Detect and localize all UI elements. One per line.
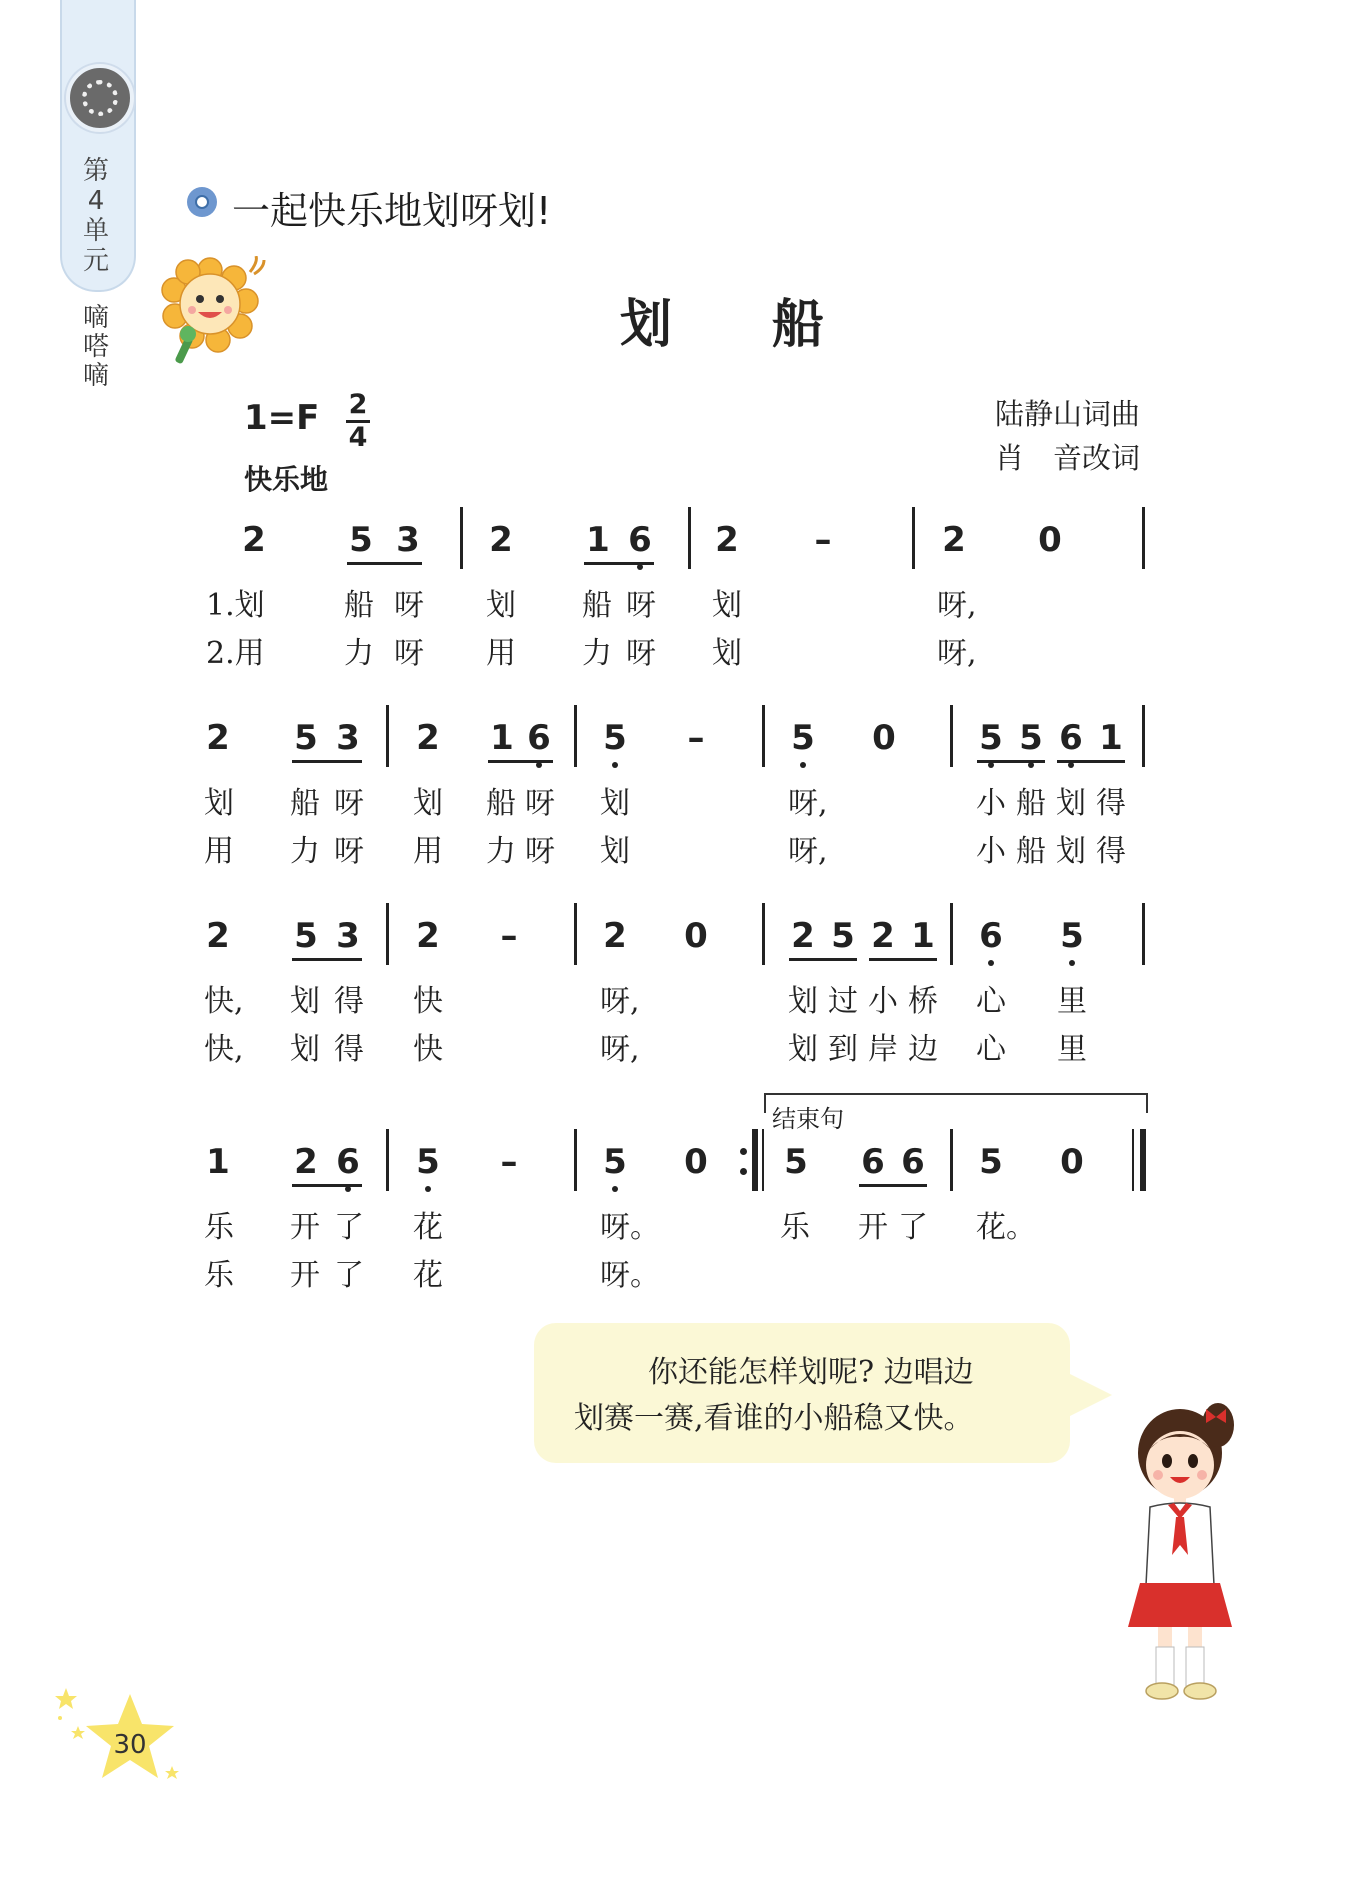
note: 1 — [586, 520, 610, 560]
song-title: 划船 — [620, 295, 925, 355]
repeat-bar-thick — [752, 1129, 758, 1191]
lyric: 快, — [204, 1032, 244, 1067]
note: 2 — [206, 916, 230, 956]
bar-line — [950, 1129, 953, 1191]
note: 2 — [715, 520, 739, 560]
note: 6 — [626, 520, 654, 560]
key-signature: 1=F — [244, 398, 320, 438]
note: 5 — [601, 718, 629, 758]
bar-line — [574, 903, 577, 965]
note: 5 — [349, 520, 373, 560]
sunflower-mascot-icon — [160, 256, 270, 372]
note: – — [687, 718, 705, 758]
lyric: 1.划 — [206, 588, 265, 623]
page-number: 30 — [113, 1730, 147, 1760]
lyric: 得 — [1096, 786, 1126, 821]
lyric: 边 — [908, 1032, 938, 1067]
beam — [1057, 760, 1125, 763]
lyric: 快 — [413, 1032, 443, 1067]
lyric: 船 — [582, 588, 612, 623]
note: 0 — [872, 718, 896, 758]
lyric: 船 — [486, 786, 516, 821]
note: – — [500, 1142, 518, 1182]
beam — [292, 760, 362, 763]
lyric: 船 — [1016, 786, 1046, 821]
bar-line — [1142, 507, 1145, 569]
note: 0 — [1038, 520, 1062, 560]
unit-label: 第 4 单 元 — [82, 156, 109, 276]
beam — [584, 562, 654, 565]
unit-emblem-icon — [66, 64, 134, 132]
note: 6 — [861, 1142, 885, 1182]
beam — [869, 958, 937, 961]
lyric: 呀, — [788, 786, 828, 821]
bar-line — [386, 705, 389, 767]
lyric: 岸 — [868, 1032, 898, 1067]
bar-line — [762, 705, 765, 767]
bar-line — [574, 1129, 577, 1191]
lyric: 花 — [413, 1210, 443, 1245]
note: 5 — [979, 1142, 1003, 1182]
note: 2 — [416, 916, 440, 956]
lyric: 呀 — [525, 834, 555, 869]
note: 2 — [942, 520, 966, 560]
lyric: 划 — [600, 834, 630, 869]
lyric: 船 — [344, 588, 374, 623]
note: 2 — [416, 718, 440, 758]
note: 5 — [831, 916, 855, 956]
lyric: 里 — [1057, 1032, 1087, 1067]
lyric: 呀, — [600, 1032, 640, 1067]
lyric: 划 — [290, 984, 320, 1019]
lyric: 得 — [334, 1032, 364, 1067]
note: 1 — [206, 1142, 230, 1182]
lyric: 花。 — [976, 1210, 1036, 1245]
note: 6 — [1057, 718, 1085, 758]
lyric: 用 — [204, 834, 234, 869]
note: 1 — [911, 916, 935, 956]
composer-credit: 陆静山词曲 — [995, 397, 1141, 431]
note: 2 — [791, 916, 815, 956]
lyric: 心 — [976, 984, 1006, 1019]
beam — [292, 958, 362, 961]
lyric: 划 — [1056, 834, 1086, 869]
lyric: 开 — [290, 1258, 320, 1293]
lyric: 小 — [868, 984, 898, 1019]
bar-line — [1142, 705, 1145, 767]
lyric: 小 — [976, 834, 1006, 869]
lyric: 快, — [204, 984, 244, 1019]
lyric: 了 — [334, 1210, 364, 1245]
lyric: 呀 — [626, 588, 656, 623]
lyric: 划 — [788, 984, 818, 1019]
lyric: 划 — [290, 1032, 320, 1067]
final-bar-thin — [1132, 1129, 1134, 1191]
bar-line — [1142, 903, 1145, 965]
lyric: 划 — [413, 786, 443, 821]
bar-line — [762, 903, 765, 965]
lyric: 划 — [486, 588, 516, 623]
lyric: 乐 — [204, 1210, 234, 1245]
lyric: 花 — [413, 1258, 443, 1293]
lyric: 快 — [413, 984, 443, 1019]
bar-line — [386, 1129, 389, 1191]
note: 5 — [1058, 916, 1086, 956]
heading-bullet-icon — [187, 187, 217, 217]
note: 5 — [977, 718, 1005, 758]
lyric: 乐 — [780, 1210, 810, 1245]
lyric: 心 — [976, 1032, 1006, 1067]
beam — [292, 1184, 362, 1187]
note: 5 — [601, 1142, 629, 1182]
lyric: 2.用 — [206, 636, 265, 671]
note: 5 — [414, 1142, 442, 1182]
note: 3 — [336, 718, 360, 758]
time-signature: 2 4 — [345, 390, 371, 453]
bar-line — [688, 507, 691, 569]
note: 2 — [206, 718, 230, 758]
speech-bubble-text: 你还能怎样划呢? 边唱边 划赛一赛,看谁的小船稳又快。 — [574, 1355, 974, 1436]
lyric: 呀, — [600, 984, 640, 1019]
lyric: 力 — [486, 834, 516, 869]
lyricist-credit: 肖 音改词 — [995, 441, 1141, 475]
note: 5 — [789, 718, 817, 758]
note: – — [814, 520, 832, 560]
lyric: 呀 — [334, 786, 364, 821]
bar-line — [950, 705, 953, 767]
lyric: 得 — [1096, 834, 1126, 869]
note: 5 — [784, 1142, 808, 1182]
ending-label: 结束句 — [772, 1105, 844, 1133]
beam — [488, 760, 553, 763]
bar-line — [912, 507, 915, 569]
lyric: 划 — [600, 786, 630, 821]
lyric: 划 — [204, 786, 234, 821]
bar-line — [950, 903, 953, 965]
note: 2 — [603, 916, 627, 956]
lyric: 乐 — [204, 1258, 234, 1293]
lyric: 到 — [828, 1032, 858, 1067]
lyric: 用 — [486, 636, 516, 671]
lyric: 呀 — [626, 636, 656, 671]
note: 2 — [489, 520, 513, 560]
lyric: 划 — [788, 1032, 818, 1067]
lyric: 船 — [290, 786, 320, 821]
lyric: 力 — [344, 636, 374, 671]
note: 0 — [684, 1142, 708, 1182]
lyric: 小 — [976, 786, 1006, 821]
note: 2 — [294, 1142, 318, 1182]
note: 3 — [336, 916, 360, 956]
lyric: 里 — [1057, 984, 1087, 1019]
note: 6 — [977, 916, 1005, 956]
unit-subtitle: 嘀 嗒 嘀 — [82, 303, 109, 391]
speech-bubble-tail — [1068, 1373, 1112, 1417]
beam — [977, 760, 1045, 763]
lyric: 力 — [582, 636, 612, 671]
repeat-dot — [740, 1148, 747, 1155]
lyric: 呀。 — [600, 1210, 660, 1245]
lyric: 用 — [413, 834, 443, 869]
lyric: 呀, — [937, 588, 977, 623]
lyric: 呀 — [525, 786, 555, 821]
lyric: 得 — [334, 984, 364, 1019]
section-heading: 一起快乐地划呀划! — [232, 189, 552, 233]
note: 5 — [294, 718, 318, 758]
lyric: 划 — [712, 636, 742, 671]
lyric: 船 — [1016, 834, 1046, 869]
lyric: 了 — [898, 1210, 928, 1245]
bar-line — [574, 705, 577, 767]
note: 2 — [242, 520, 266, 560]
note: 0 — [684, 916, 708, 956]
lyric: 开 — [290, 1210, 320, 1245]
lyric: 桥 — [908, 984, 938, 1019]
note: 3 — [396, 520, 420, 560]
note: 6 — [525, 718, 553, 758]
lyric: 呀。 — [600, 1258, 660, 1293]
bar-line — [460, 507, 463, 569]
lyric: 呀 — [394, 588, 424, 623]
note: 6 — [334, 1142, 362, 1182]
lyric: 呀 — [334, 834, 364, 869]
note: 1 — [490, 718, 514, 758]
note: 0 — [1060, 1142, 1084, 1182]
lyric: 了 — [334, 1258, 364, 1293]
lyric: 呀, — [937, 636, 977, 671]
note: 2 — [871, 916, 895, 956]
repeat-dot — [740, 1168, 747, 1175]
lyric: 划 — [712, 588, 742, 623]
note: – — [500, 916, 518, 956]
girl-character-icon — [1120, 1395, 1240, 1705]
lyric: 呀 — [394, 636, 424, 671]
lyric: 力 — [290, 834, 320, 869]
beam — [347, 562, 422, 565]
lyric: 呀, — [788, 834, 828, 869]
lyric: 划 — [1056, 786, 1086, 821]
note: 5 — [294, 916, 318, 956]
lyric: 开 — [858, 1210, 888, 1245]
lyric: 过 — [828, 984, 858, 1019]
note: 5 — [1017, 718, 1045, 758]
final-bar-thick — [1140, 1129, 1146, 1191]
note: 1 — [1099, 718, 1123, 758]
beam — [789, 958, 857, 961]
note: 6 — [901, 1142, 925, 1182]
repeat-bar-thin — [762, 1129, 764, 1191]
beam — [859, 1184, 927, 1187]
tempo-marking: 快乐地 — [244, 463, 329, 496]
bar-line — [386, 903, 389, 965]
